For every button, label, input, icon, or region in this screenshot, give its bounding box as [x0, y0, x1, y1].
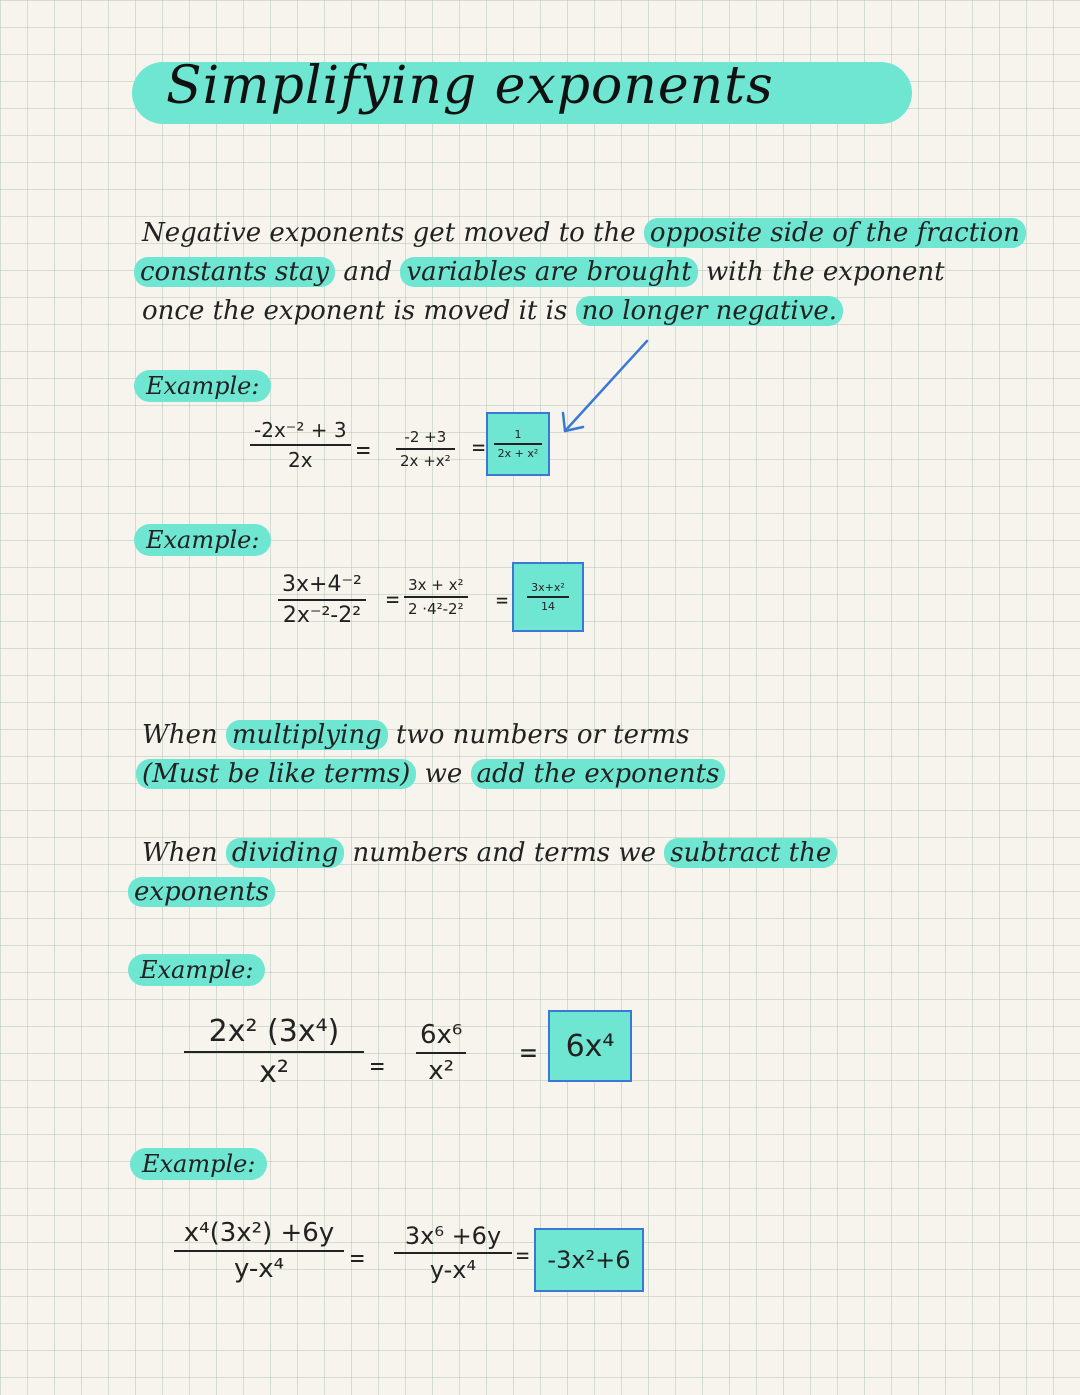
- numerator: 1: [514, 428, 522, 441]
- equals-sign: =: [386, 588, 400, 613]
- numerator: 3x+4⁻²: [282, 572, 362, 597]
- page-title: Simplifying exponents: [166, 56, 774, 116]
- numerator: 2x² (3x⁴): [208, 1014, 340, 1049]
- ex4-answer: -3x²+6: [547, 1246, 631, 1274]
- denominator: x²: [428, 1056, 455, 1086]
- page-title-highlight: [132, 56, 912, 124]
- ex1-answer: [494, 428, 543, 460]
- equals-sign: =: [350, 1244, 365, 1272]
- rule-highlight: add the exponents: [471, 759, 726, 789]
- ex3-answer: 6x⁴: [565, 1028, 615, 1064]
- rule-text: Negative exponents get moved to the: [142, 218, 636, 248]
- ex4-fraction-2: [394, 1222, 512, 1284]
- rule-highlight: multiplying: [226, 720, 388, 750]
- rule-line-1: [142, 214, 1026, 253]
- rule-line-3: [142, 292, 843, 331]
- rule-text: we: [424, 759, 463, 789]
- rule-text: two numbers or terms: [395, 720, 690, 750]
- numerator: -2 +3: [404, 428, 447, 446]
- denominator: 14: [541, 600, 555, 613]
- rule-highlight: subtract the: [664, 838, 837, 868]
- denominator: 2x + x²: [497, 447, 539, 460]
- rule-highlight: no longer negative.: [576, 296, 843, 326]
- equals-sign: =: [496, 588, 509, 612]
- numerator: 3x + x²: [408, 576, 464, 594]
- multiply-line-2: [136, 755, 725, 794]
- ex4-answer-box: [534, 1228, 644, 1292]
- denominator: 2x⁻²-2²: [282, 603, 362, 628]
- example-label: Example:: [134, 370, 271, 402]
- rule-line-2: [134, 253, 945, 292]
- arrow-icon: [555, 335, 655, 445]
- ex3-fraction-1: [184, 1014, 364, 1090]
- ex3-fraction-2: [416, 1020, 466, 1086]
- equals-sign: =: [520, 1036, 537, 1069]
- equals-sign: =: [516, 1244, 530, 1269]
- denominator: 2x +x²: [400, 452, 451, 470]
- rule-highlight: constants stay: [134, 257, 335, 287]
- numerator: x⁴(3x²) +6y: [183, 1218, 335, 1248]
- rule-text: When: [142, 720, 218, 750]
- denominator: y-x⁴: [233, 1254, 285, 1284]
- denominator: y-x⁴: [429, 1256, 477, 1284]
- ex4-fraction-1: [174, 1218, 344, 1284]
- rule-highlight: exponents: [128, 877, 275, 907]
- ex3-answer-box: [548, 1010, 632, 1082]
- equals-sign: =: [356, 436, 371, 464]
- ex1-answer-box: [486, 412, 550, 476]
- ex2-answer-box: [512, 562, 584, 632]
- rule-highlight: (Must be like terms): [136, 759, 416, 789]
- multiply-line-1: [142, 716, 689, 755]
- numerator: -2x⁻² + 3: [254, 418, 347, 442]
- example-label: Example:: [130, 1148, 267, 1180]
- rule-highlight: dividing: [226, 838, 344, 868]
- ex2-fraction-2: [404, 576, 468, 618]
- ex1-fraction-2: [396, 428, 455, 470]
- rule-highlight: variables are brought: [400, 257, 697, 287]
- numerator: 3x+x²: [531, 581, 565, 594]
- denominator: 2 ·4²-2²: [408, 600, 464, 618]
- denominator: x²: [259, 1055, 289, 1090]
- rule-text: with the exponent: [706, 257, 945, 287]
- numerator: 3x⁶ +6y: [404, 1222, 502, 1250]
- rule-text: and: [343, 257, 393, 287]
- ex1-fraction-1: [250, 418, 351, 472]
- divide-line-1: [142, 834, 837, 873]
- rule-text: once the exponent is moved it is: [142, 296, 568, 326]
- rule-highlight: opposite side of the fraction: [644, 218, 1026, 248]
- denominator: 2x: [288, 448, 313, 472]
- rule-text: When: [142, 838, 218, 868]
- ex2-fraction-1: [278, 572, 366, 628]
- rule-text: numbers and terms we: [352, 838, 656, 868]
- ex2-answer: [527, 581, 569, 613]
- equals-sign: =: [472, 436, 486, 461]
- example-label: Example:: [134, 524, 271, 556]
- divide-line-2: [128, 873, 275, 912]
- example-label: Example:: [128, 954, 265, 986]
- numerator: 6x⁶: [420, 1020, 463, 1050]
- equals-sign: =: [370, 1052, 385, 1080]
